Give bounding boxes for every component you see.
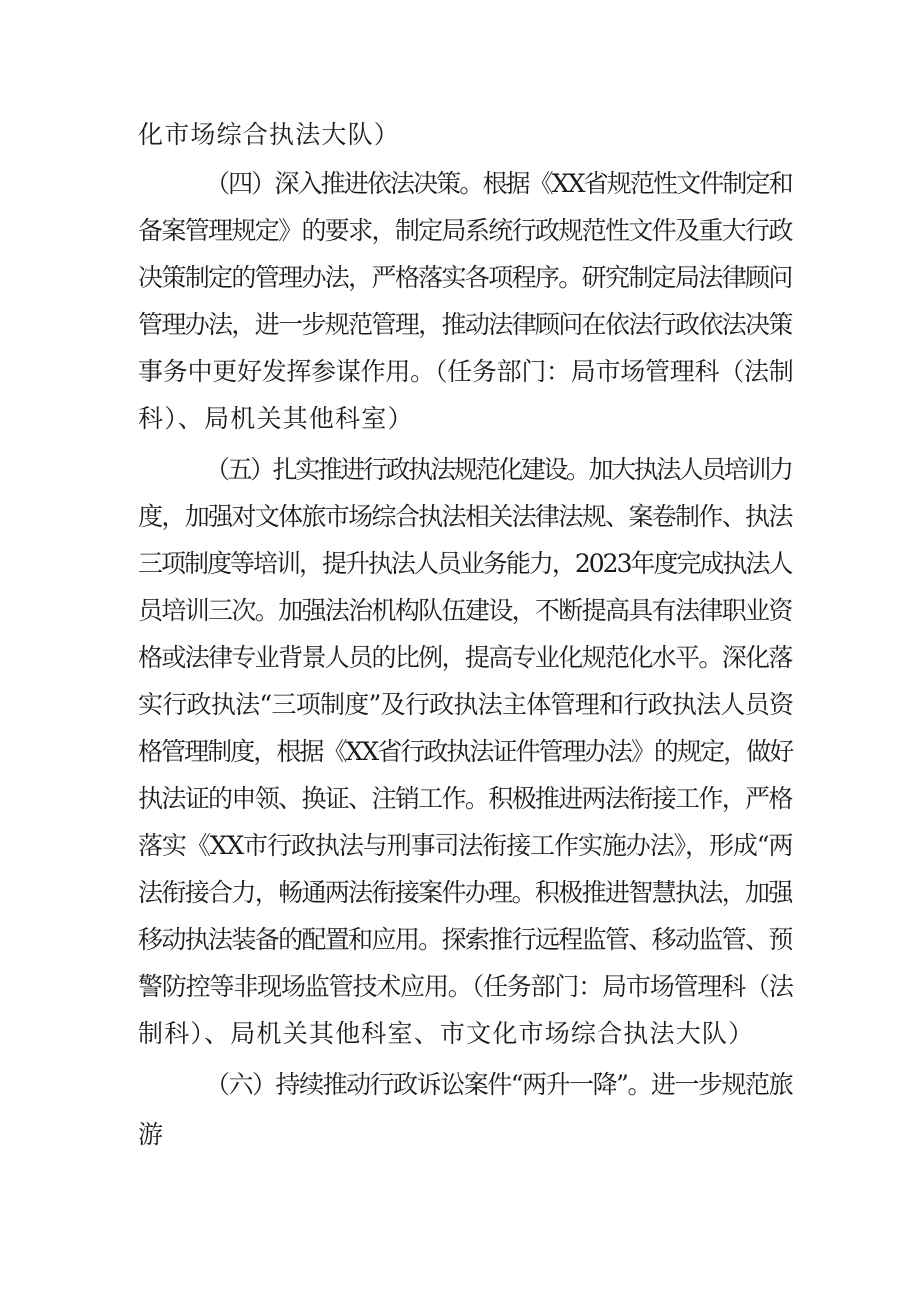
text-line-8: （五）扎实推进行政执法规范化建设。加大执法人员培训力	[205, 455, 792, 484]
text-line-13: 实行政执法“三项制度”及行政执法主体管理和行政执法人员资	[138, 690, 794, 719]
text-line-19: 警防控等非现场监管技术应用。（任务部门：局市场管理科（法	[138, 972, 793, 1001]
text-line-22: 游	[138, 1120, 165, 1149]
text-line-3: 备案管理规定》的要求，制定局系统行政规范性文件及重大行政	[138, 216, 792, 245]
text-line-18: 移动执法装备的配置和应用。探索推行远程监管、移动监管、预	[138, 925, 792, 954]
text-line-17: 法衔接合力，畅通两法衔接案件办理。积极推进智慧执法，加强	[138, 878, 792, 907]
text-line-9: 度，加强对文体旅市场综合执法相关法律法规、案卷制作、执法	[138, 502, 792, 531]
text-line-16: 落实《XX市行政执法与刑事司法衔接工作实施办法》，形成“两	[138, 831, 793, 860]
text-line-20: 制科）、局机关其他科室、市文化市场综合执法大队）	[138, 1019, 755, 1048]
text-line-2: （四）深入推进依法决策。根据《XX省规范性文件制定和	[205, 169, 792, 198]
text-line-10: 三项制度等培训，提升执法人员业务能力，2023年度完成执法人	[138, 549, 792, 578]
text-line-5: 管理办法，进一步规范管理，推动法律顾问在依法行政依法决策	[138, 310, 792, 339]
text-line-12: 格或法律专业背景人员的比例，提高专业化规范化水平。深化落	[138, 643, 792, 672]
text-line-7: 科）、局机关其他科室）	[138, 404, 414, 433]
text-line-4: 决策制定的管理办法，严格落实各项程序。研究制定局法律顾问	[138, 263, 792, 292]
text-line-21: （六）持续推动行政诉讼案件“两升一降”。进一步规范旅	[205, 1070, 793, 1099]
text-line-6: 事务中更好发挥参谋作用。（任务部门：局市场管理科（法制	[138, 357, 794, 386]
text-line-11: 员培训三次。加强法治机构队伍建设，不断提高具有法律职业资	[138, 596, 792, 625]
text-line-15: 执法证的申领、换证、注销工作。积极推进两法衔接工作，严格	[138, 784, 792, 813]
text-line-14: 格管理制度，根据《XX省行政执法证件管理办法》的规定，做好	[138, 737, 793, 766]
text-line-1: 化市场综合执法大队）	[138, 120, 401, 149]
